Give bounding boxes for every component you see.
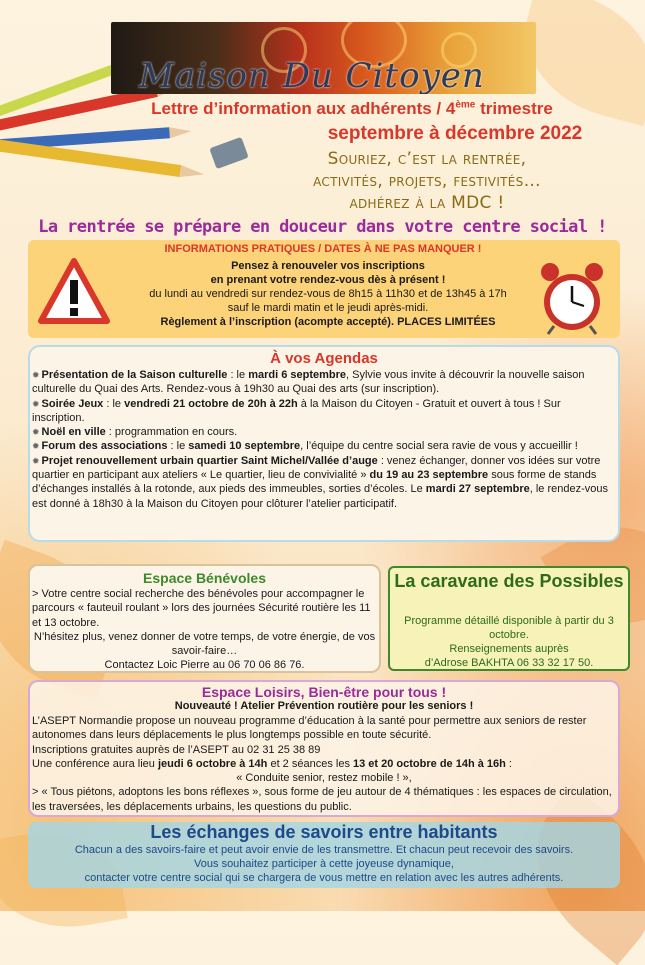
agendas-title: À vos Agendas [270,350,378,367]
alarm-clock-icon [536,260,608,336]
loisirs-section [28,680,620,817]
caravane-line: Renseignements auprès [449,643,569,655]
agenda-item-detail: , l’équipe du centre social sera ravie de vous y accueillir ! [300,440,578,453]
agenda-item-projet [32,454,614,511]
agenda-item-text: : le [167,440,189,453]
loisirs-text: : [505,757,512,770]
echanges-section [28,822,620,888]
agenda-item-text: : le [103,397,125,410]
agenda-item-title: Présentation de la Saison culturelle [41,369,228,381]
echanges-body [32,843,616,885]
info-box [28,240,620,338]
agenda-item [32,368,614,397]
benevoles-section [28,564,381,673]
title-text-end: trimestre [475,99,553,118]
benevoles-contact: Contactez Loic Pierre au 06 70 06 86 76. [104,659,305,672]
info-reglement: Règlement à l’inscription (acompte accepté). [160,316,395,328]
sun-bullet-icon: ✹ [32,398,40,409]
agendas-list [32,368,614,511]
info-places: PLACES LIMITÉES [394,316,496,328]
caravane-body [394,614,624,670]
loisirs-paragraph: > « Tous piétons, adoptons les bons réflexes », sous forme de jeu autour de 4 thématiques : les espaces de circulation, les traversées, les déplacements urbains, les questions du public. [32,786,612,813]
echanges-line: Vous souhaitez participer à cette joyeuse dynamique, [194,858,454,870]
agenda-item [32,397,614,426]
agenda-item [32,439,614,453]
loisirs-title: Espace Loisirs, Bien-être pour tous ! [201,684,447,700]
loisirs-paragraph: Inscriptions gratuites auprès de l’ASEPT au 02 31 25 38 89 [32,743,321,756]
loisirs-date: jeudi 6 octobre à 14h [157,757,268,770]
loisirs-date: 13 et 20 octobre de 14h à 16h [353,757,506,770]
benevoles-paragraph: > Votre centre social recherche des bénévoles pour accompagner le parcours « fauteuil roulant » lors des journées Sécurité routière les 11 et 13 octobre. [32,588,371,629]
agenda-item-date: vendredi 21 octobre de 20h à 22h [124,397,298,410]
sun-bullet-icon: ✹ [32,370,40,380]
banner-title: Maison Du Citoyen [139,56,485,94]
loisirs-text: et 2 séances les [267,757,353,770]
echanges-title: Les échanges de savoirs entre habitants [150,822,498,842]
info-line [98,315,558,329]
echanges-line: Chacun a des savoirs-faire et peut avoir envie de les transmettre. Et chacun peut recevoir des savoirs. [74,844,574,856]
agenda-item-title: Soirée Jeux [41,397,104,410]
caravane-section [388,566,630,671]
projet-dates: du 19 au 23 septembre [369,469,489,482]
caravane-contact: d’Adrose BAKHTA 06 33 32 17 50. [424,657,594,669]
slogan-line: adhérez à la MDC ! [349,193,505,213]
info-line: Pensez à renouveler vos inscriptions [231,260,425,272]
projet-text: : venez échanger, donner vos idées sur votre quartier en participant aux ateliers « Le quartier, lieu de convivialité » [32,454,601,482]
newsletter-title [72,99,632,119]
benevoles-paragraph: N’hésitez plus, venez donner de votre temps, de votre énergie, de vos savoir-faire… [33,630,376,658]
loisirs-text: Une conférence aura lieu [32,757,158,770]
sun-bullet-icon: ✹ [32,455,40,466]
info-line: sauf le mardi matin et le jeudi après-midi. [227,302,429,314]
benevoles-body [32,587,377,673]
title-superscript: ème [455,99,476,111]
caravane-line: Programme détaillé disponible à partir du 3 octobre. [404,615,614,641]
info-line: du lundi au vendredi sur rendez-vous de 8h15 à 11h30 et de 13h45 à 17h [149,288,507,300]
agenda-item-title: Forum des associations [41,440,168,453]
loisirs-quote: « Conduite senior, restez mobile ! », [236,772,412,785]
agenda-item-date: samedi 10 septembre [188,440,301,453]
benevoles-title: Espace Bénévoles [143,570,266,586]
agenda-item-text: : programmation en cours. [105,426,238,439]
agenda-item-text: : le [227,369,249,381]
agenda-item-title: Noël en ville [41,426,106,439]
echanges-line: contacter votre centre social qui se chargera de vous mettre en relation avec les autres adhérents. [84,872,564,884]
projet-title: Projet renouvellement urbain quartier Saint Michel/Vallée d’auge [41,454,378,467]
newsletter-period: septembre à décembre 2022 [327,123,583,144]
sun-bullet-icon: ✹ [32,427,40,438]
projet-text: sous forme de stands d’échanges installés à la rotonde, aux pieds des immeubles, sorties d’écoles. Le [32,469,597,496]
loisirs-subtitle: Nouveauté ! Atelier Prévention routière pour les seniors ! [174,700,474,712]
rentree-headline: La rentrée se prépare en douceur dans votre centre social ! [38,217,607,237]
info-title: INFORMATIONS PRATIQUES / DATES À NE PAS MANQUER ! [164,243,482,255]
agendas-section [28,345,620,542]
projet-date-closing: mardi 27 septembre [425,483,530,496]
slogan-line: activités, projets, festivités… [313,171,541,191]
loisirs-body [32,714,616,814]
loisirs-paragraph [32,757,616,771]
slogan [232,148,622,214]
projet-text: , le rendez-vous est donné à 18h30 à la Maison du Citoyen pour clôturer l’atelier participatif. [32,483,608,510]
title-text: Lettre d’information aux adhérents / 4 [151,99,456,118]
header-banner [111,22,536,94]
agenda-item [32,425,614,439]
info-body [98,259,558,329]
slogan-line: Souriez, c’est la rentrée, [327,149,527,169]
loisirs-paragraph: L’ASEPT Normandie propose un nouveau programme d’éducation à la santé pour permettre aux seniors de rester autonomes dans leurs déplacements le plus longtemps possible en toute sécurité. [32,715,587,742]
caravane-title: La caravane des Possibles [394,571,624,591]
agenda-item-detail: à la Maison du Citoyen - Gratuit et ouvert à tous ! Sur inscription. [32,397,561,424]
agenda-item-detail: , Sylvie vous invite à découvrir la nouvelle saison culturelle du Quai des Arts. Rendez-vous à 19h30 au Quai des arts (sur inscription). [32,369,585,396]
sun-bullet-icon: ✹ [32,441,40,452]
agenda-item-date: mardi 6 septembre [248,369,347,381]
info-line: en prenant votre rendez-vous dès à présent ! [210,274,446,286]
